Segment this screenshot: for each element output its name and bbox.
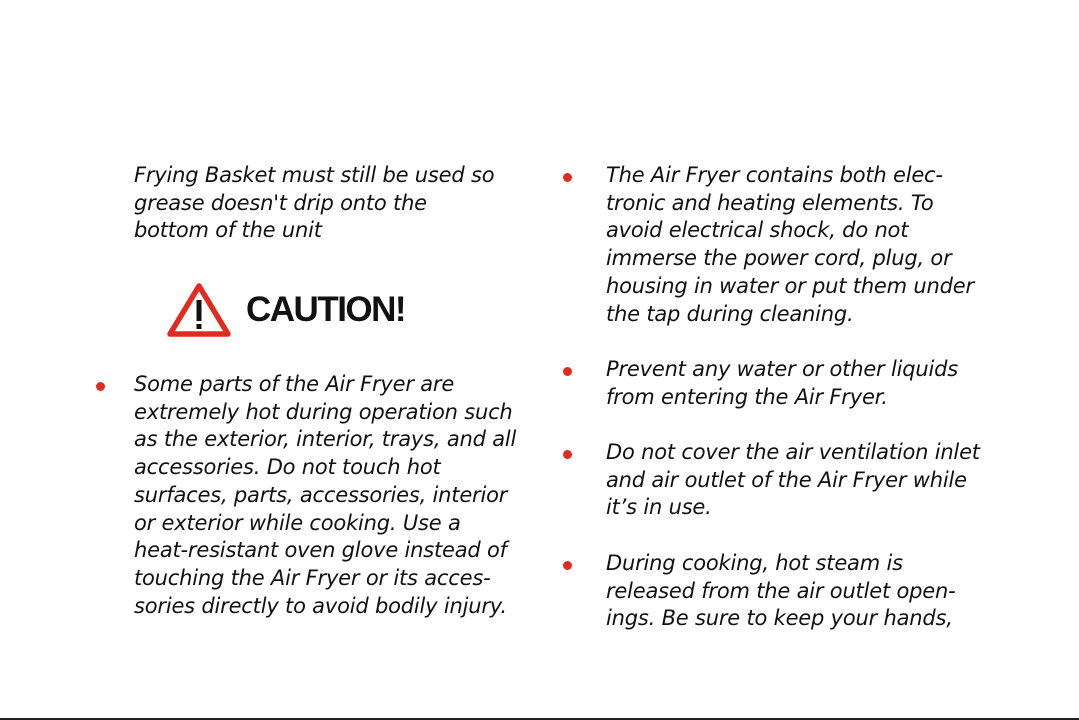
paragraph-line: Do not cover the air ventilation inlet [606, 440, 980, 464]
paragraph-line: from entering the Air Fryer. [606, 384, 888, 409]
bullet-paragraph [606, 356, 958, 411]
bullet-paragraph [134, 371, 516, 620]
paragraph-line: grease doesn't drip onto the [134, 190, 427, 215]
bullet-paragraph [606, 550, 955, 633]
paragraph-line: the tap during cleaning. [606, 301, 854, 326]
paragraph-line: or exterior while cooking. Use a [134, 510, 461, 535]
bullet-dot [563, 367, 572, 376]
paragraph-line: accessories. Do not touch hot [134, 455, 441, 480]
paragraph-line: During cooking, hot steam is [606, 551, 903, 575]
paragraph-line: and air outlet of the Air Fryer while [606, 467, 967, 492]
paragraph-line: touching the Air Fryer or its acces- [134, 565, 491, 590]
bullet-dot [563, 450, 572, 459]
bullet-dot [96, 382, 105, 391]
paragraph-line: bottom of the unit [134, 218, 322, 243]
paragraph-line: sories directly to avoid bodily injury. [134, 593, 507, 618]
paragraph-line: immerse the power cord, plug, or [606, 246, 952, 271]
paragraph-line: heat-resistant oven glove instead of [134, 538, 507, 563]
paragraph-line: tronic and heating elements. To [606, 190, 934, 215]
bullet-paragraph [606, 439, 980, 522]
bullet-paragraph [606, 162, 974, 328]
bullet-dot [563, 173, 572, 182]
paragraph-line: as the exterior, interior, trays, and all [134, 427, 517, 452]
paragraph-line: surfaces, parts, accessories, interior [134, 482, 508, 507]
continued-paragraph [134, 162, 494, 245]
bullet-dot [563, 561, 572, 570]
paragraph-line: Frying Basket must still be used so [134, 163, 495, 187]
warning-triangle-icon [166, 282, 232, 338]
caution-label: CAUTION! [246, 290, 406, 329]
caution-heading [166, 282, 405, 338]
paragraph-line: housing in water or put them under [606, 273, 974, 298]
paragraph-line: it’s in use. [606, 495, 712, 520]
paragraph-line: Some parts of the Air Fryer are [134, 372, 455, 396]
paragraph-line: The Air Fryer contains both elec- [606, 163, 943, 187]
paragraph-line: extremely hot during operation such [134, 399, 513, 424]
paragraph-line: released from the air outlet open- [606, 578, 956, 603]
paragraph-line: avoid electrical shock, do not [606, 218, 909, 243]
paragraph-line: Prevent any water or other liquids [606, 357, 958, 381]
paragraph-line: ings. Be sure to keep your hands, [606, 606, 953, 631]
